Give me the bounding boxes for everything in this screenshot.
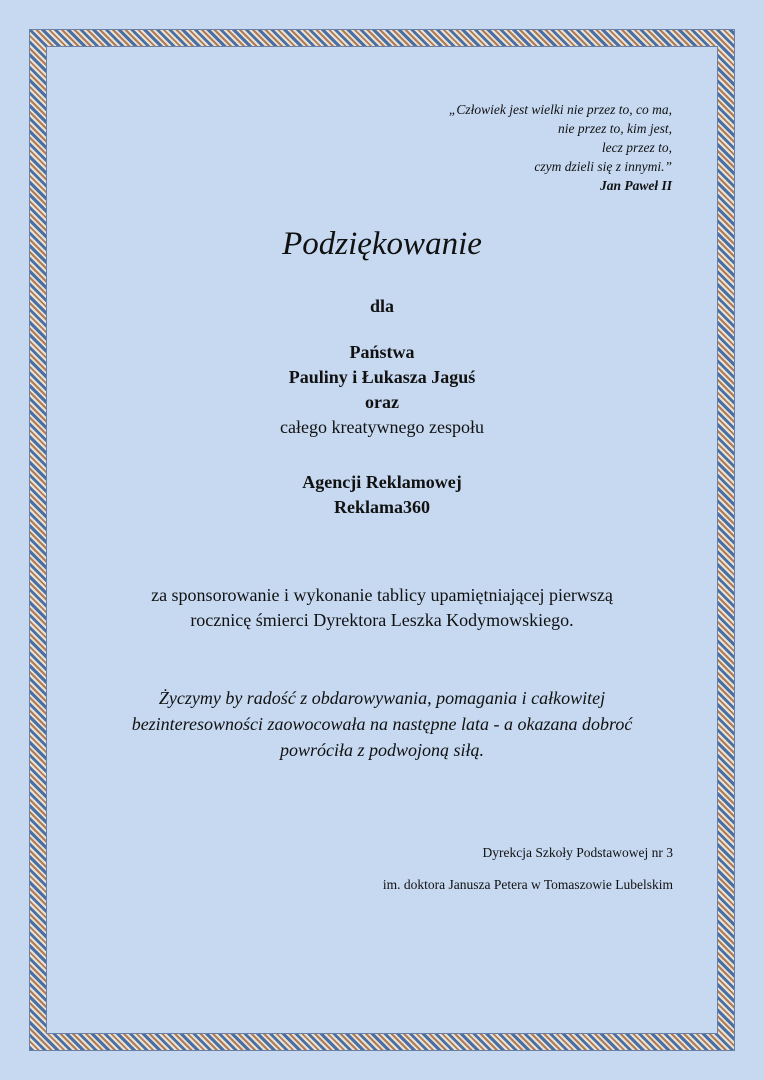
epigraph-quote	[449, 100, 672, 195]
quote-line: nie przez to, kim jest,	[558, 121, 672, 136]
quote-author: Jan Paweł II	[599, 178, 672, 193]
wish-line: bezinteresowności zaowocowała na następne lata - a okazana dobroć	[131, 714, 633, 734]
signature-line-1: Dyrekcja Szkoły Podstawowej nr 3	[482, 845, 673, 860]
reason-line: za sponsorowanie i wykonanie tablicy upamiętniającej pierwszą	[151, 585, 613, 605]
thanks-reason	[0, 583, 764, 633]
agency-line: Agencji Reklamowej	[302, 472, 462, 492]
agency-name	[0, 470, 764, 520]
document-title: Podziękowanie	[282, 226, 482, 262]
for-label: dla	[369, 296, 394, 316]
wish-line: Życzymy by radość z obdarowywania, pomagania i całkowitej	[158, 688, 606, 708]
quote-line: „Człowiek jest wielki nie przez to, co ma,	[448, 102, 672, 117]
agency-line: Reklama360	[334, 497, 430, 517]
wish-line: powróciła z podwojoną siłą.	[279, 740, 485, 760]
recipients-line: Pauliny i Łukasza Jaguś	[288, 367, 476, 387]
reason-line: rocznicę śmierci Dyrektora Leszka Kodymowskiego.	[190, 610, 574, 630]
recipients-line: Państwa	[349, 342, 415, 362]
quote-line: lecz przez to,	[601, 140, 672, 155]
recipients-line: całego kreatywnego zespołu	[280, 417, 484, 437]
quote-line: czym dzieli się z innymi.”	[534, 159, 672, 174]
recipients-line: oraz	[365, 392, 399, 412]
wish-paragraph	[0, 685, 764, 763]
recipients	[0, 340, 764, 440]
signature-line-2: im. doktora Janusza Petera w Tomaszowie Lubelskim	[382, 877, 673, 892]
